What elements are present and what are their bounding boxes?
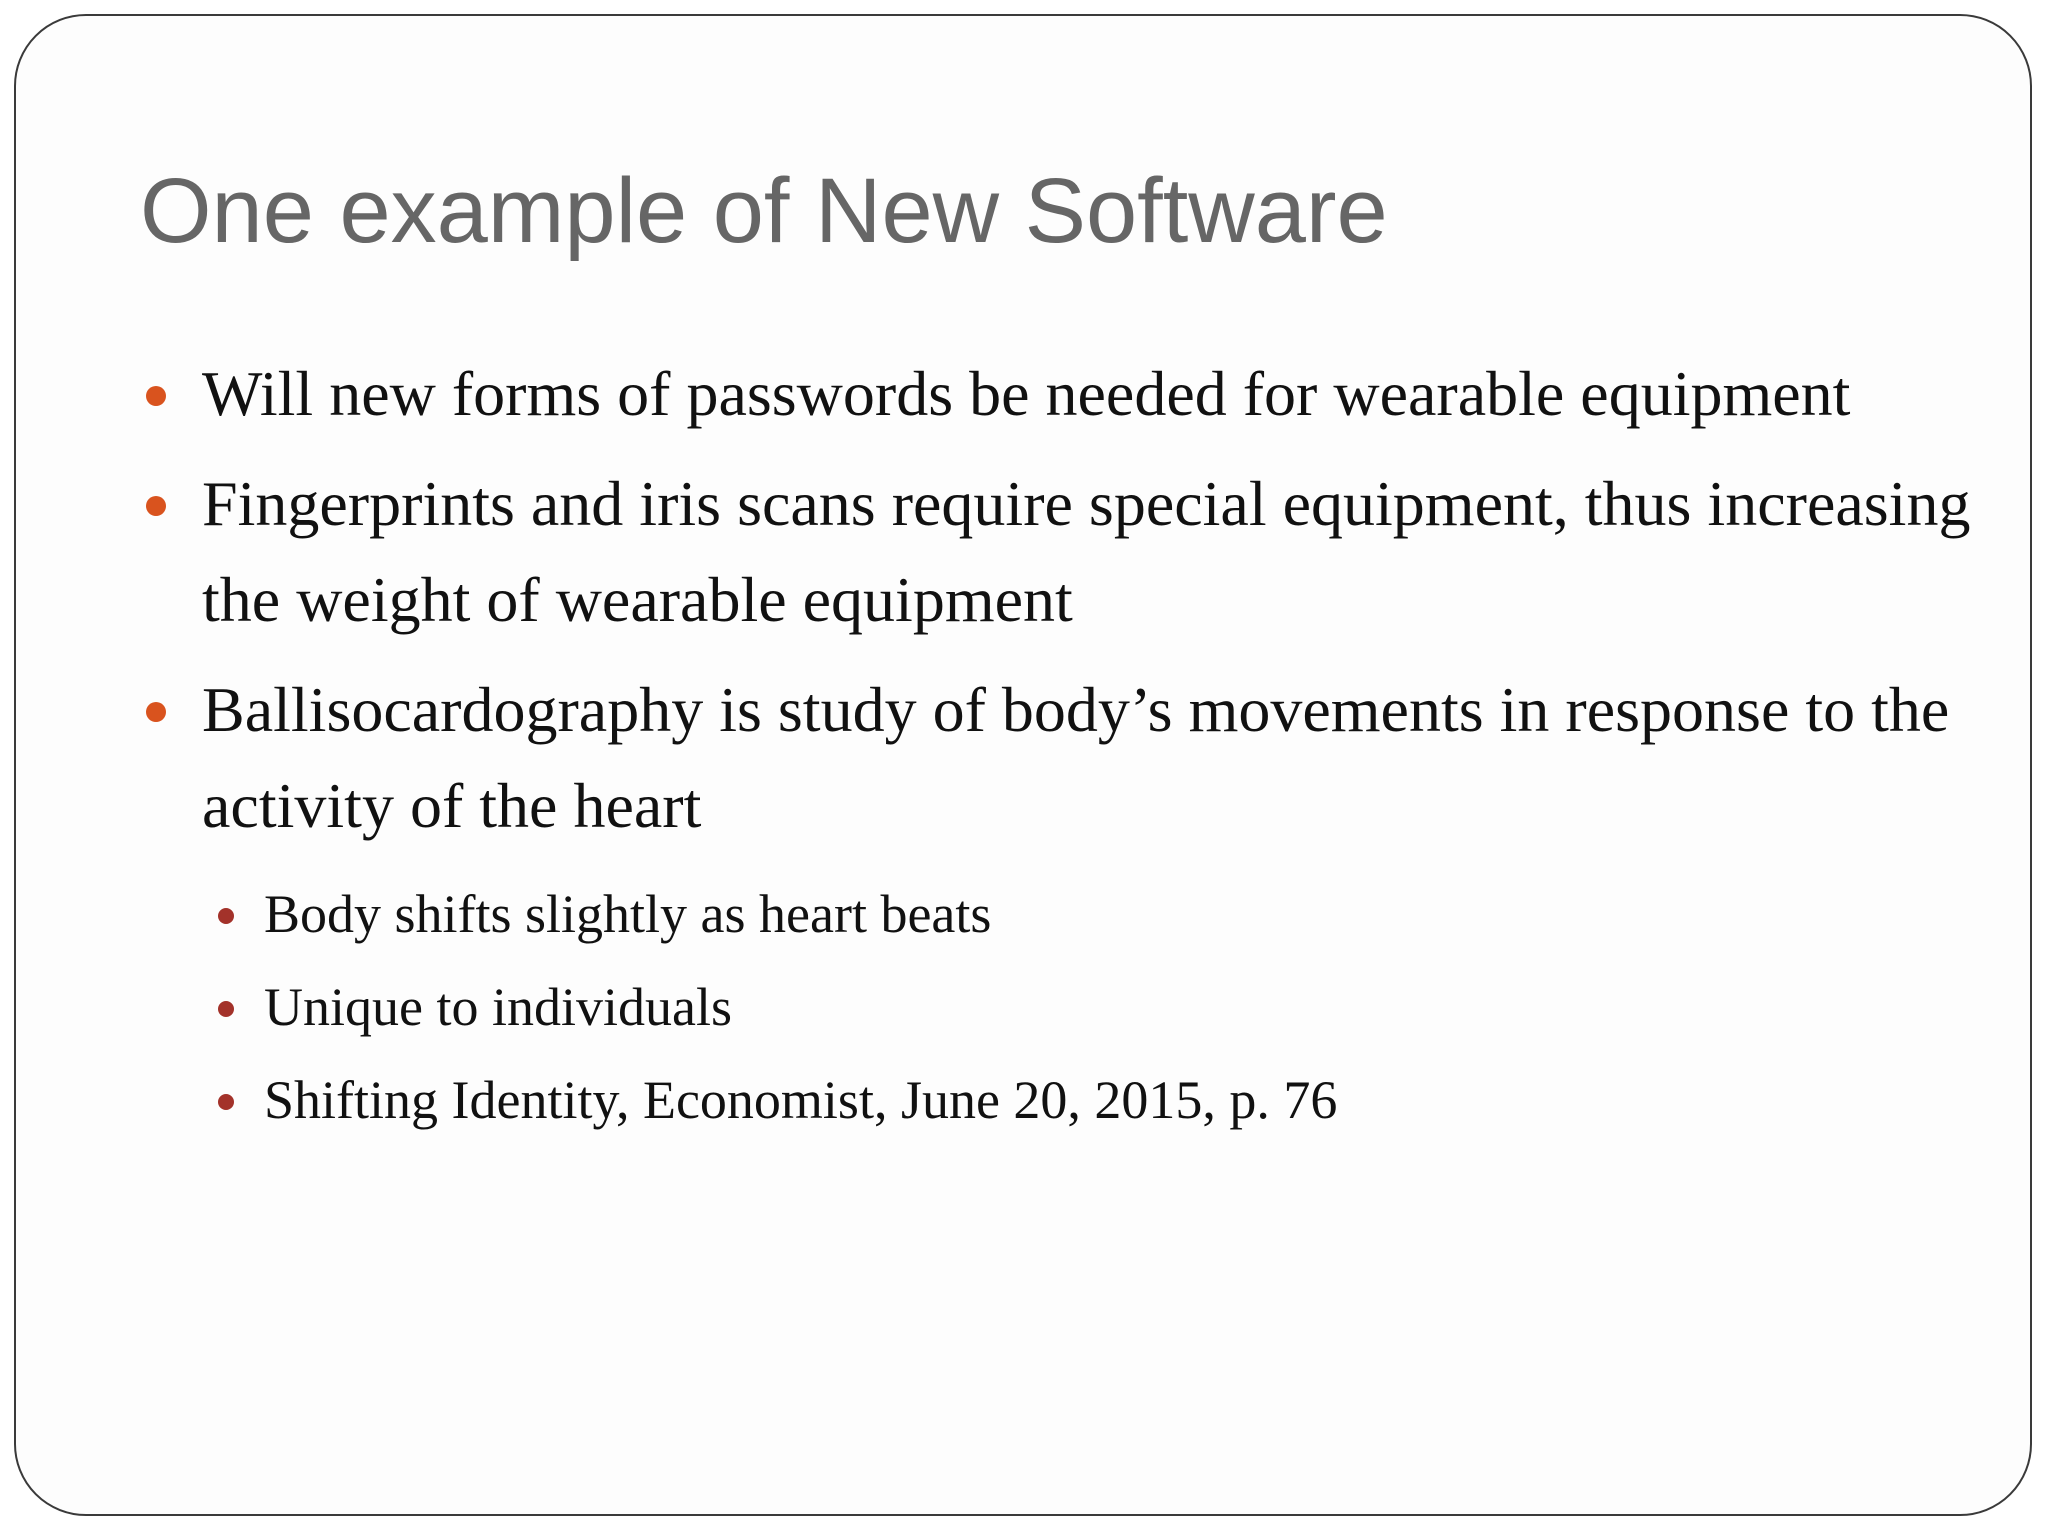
slide-title: One example of New Software <box>140 160 1388 262</box>
bullet-text: Ballisocardography is study of body’s movements in response to the activity of the heart <box>202 674 1950 841</box>
sub-bullet-text: Unique to individuals <box>264 977 732 1037</box>
sub-bullet-dot-icon <box>218 1001 234 1017</box>
bullet-dot-icon <box>146 702 166 722</box>
sub-bullet-text: Shifting Identity, Economist, June 20, 2015, p. 76 <box>264 1070 1338 1130</box>
sub-bullet-item <box>140 868 2000 961</box>
sub-bullet-list <box>140 868 2000 1147</box>
bullet-item <box>140 456 2000 648</box>
bullet-text: Fingerprints and iris scans require special equipment, thus increasing the weight of wearable equipment <box>202 468 1971 635</box>
bullet-list <box>140 346 2000 854</box>
sub-bullet-item <box>140 961 2000 1054</box>
sub-bullet-dot-icon <box>218 908 234 924</box>
bullet-text: Will new forms of passwords be needed for wearable equipment <box>202 358 1851 429</box>
bullet-dot-icon <box>146 496 166 516</box>
slide-content <box>140 346 2000 1147</box>
sub-bullet-item <box>140 1054 2000 1147</box>
sub-bullet-dot-icon <box>218 1094 234 1110</box>
sub-bullet-text: Body shifts slightly as heart beats <box>264 884 992 944</box>
slide-frame <box>14 14 2032 1516</box>
bullet-item <box>140 346 2000 442</box>
bullet-dot-icon <box>146 386 166 406</box>
bullet-item <box>140 662 2000 854</box>
